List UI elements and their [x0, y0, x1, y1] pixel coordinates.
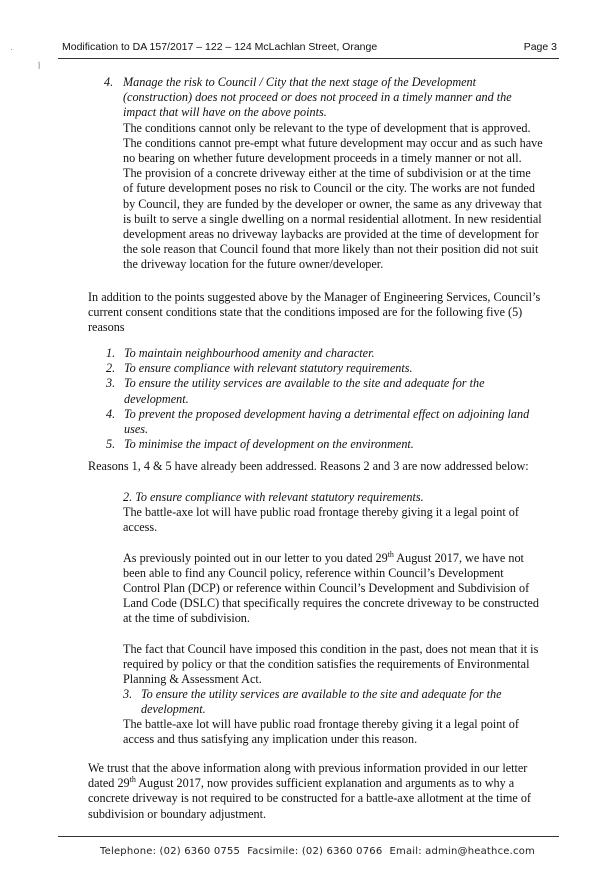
header-rule	[58, 58, 559, 59]
footer-facsimile: Facsimile: (02) 6360 0766	[247, 846, 383, 857]
reason2-p2: As previously pointed out in our letter to you dated 29th August 2017, we have not been able to find any Council policy, reference within Council’s Development Control Plan (DCP) or reference within Council’s Development and Subdivision of Land Code (DSLC) that specifically requires the concrete driveway to be constructed at the time of subdivision.	[123, 549, 539, 626]
page-footer	[100, 846, 535, 857]
reason3-heading: To ensure the utility services are available to the site and adequate for the development.	[141, 687, 502, 717]
footer-email: Email: admin@heathce.com	[389, 846, 535, 857]
item4-number: 4.	[104, 75, 114, 89]
scan-mark: ⧘	[38, 60, 41, 72]
conclusion-paragraph: We trust that the above information along with previous information provided in our letter dated 29th August 2017, now provides sufficient explanation and arguments as to why a concrete driveway is not required to be constructed for a battle-axe allotment at the time of subdivision or boundary adjustment.	[88, 761, 531, 821]
list-item: 1. To maintain neighbourhood amenity and character.	[106, 346, 375, 360]
item4-body: The conditions cannot only be relevant to the type of development that is approved. The conditions cannot pre-empt what future development may occur and as such have no bearing on whether future development proceeds in a timely manner or not all. The provision of a concrete driveway either at the time of subdivision or at the time of future development poses no risk to Council or the city. The works are not funded by Council, they are funded by the developer or owner, the same as any driveway that is built to serve a single dwelling on a normal residential allotment. In new residential development areas no driveway laybacks are provided at the time of development for the sole reason that Council found that more likely than not their position did not suit the driveway location for the future owner/developer.	[123, 120, 543, 272]
reason3-number: 3.	[123, 687, 133, 701]
intro-paragraph: In addition to the points suggested above by the Manager of Engineering Services, Council’s current consent conditions state that the conditions imposed are for the following five (5) reasons	[88, 290, 541, 335]
list-item: 5. To minimise the impact of development on the environment.	[106, 437, 414, 452]
reasons-list	[106, 346, 544, 452]
reasons-addressed: Reasons 1, 4 & 5 have already been addressed. Reasons 2 and 3 are now addressed below:	[88, 459, 529, 473]
list-item: 3. To ensure the utility services are available to the site and adequate for the development.	[106, 376, 485, 406]
list-item: 4. To prevent the proposed development having a detrimental effect on adjoining land uses.	[106, 406, 530, 437]
list-item: 2. To ensure compliance with relevant statutory requirements.	[106, 361, 413, 376]
reason2-heading: 2. To ensure compliance with relevant statutory requirements.	[123, 490, 424, 504]
item4-block	[123, 75, 543, 273]
footer-telephone: Telephone: (02) 6360 0755	[100, 846, 241, 857]
page-number: Page 3	[523, 41, 557, 53]
reason2-p3: The fact that Council have imposed this condition in the past, does not mean that it is required by policy or that the condition satisfies the requirements of Environmental Planning & Assessment Act.	[123, 641, 539, 687]
reason3-p1: The battle-axe lot will have public road frontage thereby giving it a legal point of access and thus satisfying any implication under this reason.	[123, 717, 519, 747]
scan-dot: ·	[10, 45, 13, 54]
reason2-block	[123, 490, 543, 687]
item4-heading: Manage the risk to Council / City that the next stage of the Development (construction) does not proceed or does not proceed in a timely manner and the impact that will have on the above points.	[123, 75, 512, 120]
page-header	[62, 41, 557, 53]
document-title: Modification to DA 157/2017 – 122 – 124 McLachlan Street, Orange	[62, 41, 378, 53]
footer-rule	[58, 836, 559, 837]
reason2-p1: The battle-axe lot will have public road frontage thereby giving it a legal point of access.	[123, 505, 519, 535]
